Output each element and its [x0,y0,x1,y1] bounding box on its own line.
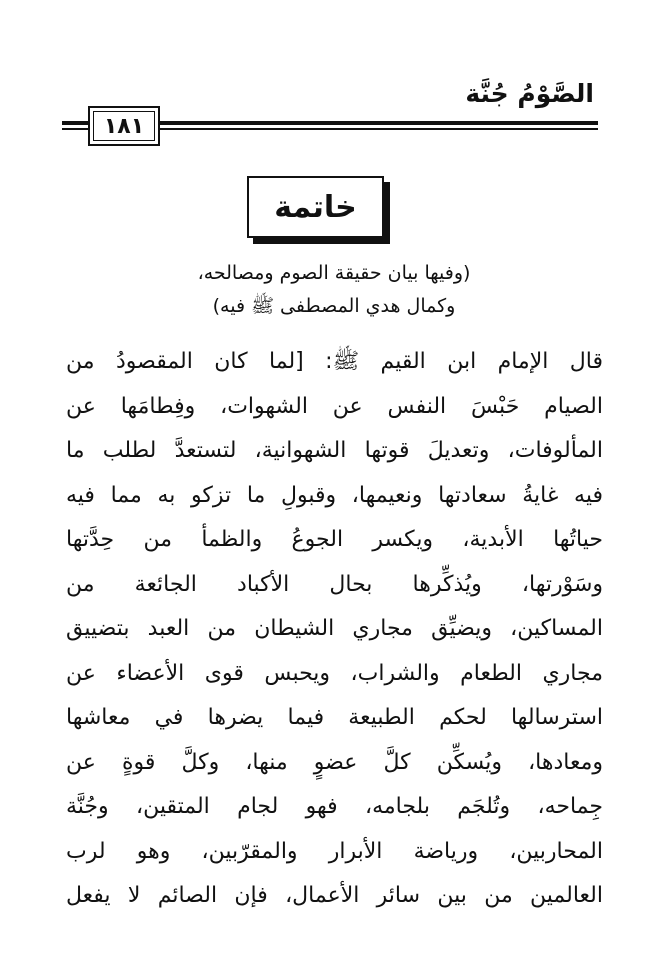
body-line: جِماحه، وتُلجَم بلجامه، فهو لجام المتقين، وجُنَّة [66,794,603,819]
chapter-subtitle-line-1: (وفيها بيان حقيقة الصوم ومصالحه، [197,262,471,284]
body-line: حياتُها الأبدية، ويكسر الجوعُ والظمأ من حِدَّتها [66,527,603,552]
body-line: ومعادها، ويُسكِّن كلَّ عضوٍ منها، وكلَّ قوةٍ عن [66,749,603,775]
body-line: المألوفات، وتعديلَ قوتها الشهوانية، لتستعدَّ لطلب ما [66,438,603,463]
body-line: فيه غايةُ سعادتها ونعيمها، وقبولِ ما تزكو به مما فيه [66,482,603,508]
chapter-title: خاتمة [274,189,357,225]
body-line: الصيام حَبْسَ النفس عن الشهوات، وفِطامَها عن [66,393,603,419]
body-line: قال الإمام ابن القيم ﷺ: [لما كان المقصودُ من [66,349,603,374]
page-number: ١٨١ [103,113,145,139]
chapter-subtitle-line-2: وكمال هدي المصطفى ﷺ فيه) [212,295,456,317]
body-line: المساكين، ويضيِّق مجاري الشيطان من العبد بتضييق [66,616,603,641]
running-title: الصَّوْمُ جُنَّة [465,79,594,108]
body-line: وسَوْرتها، ويُذكِّرها بحال الأكباد الجائعة من [66,571,603,597]
body-line: استرسالها لحكم الطبيعة فيما يضرها في معاشها [66,705,603,730]
body-line: العالمين من بين سائر الأعمال، فإن الصائم لا يفعل [66,883,603,908]
chapter-title-box [247,176,384,238]
page-number-box [88,106,160,146]
body-line: المحاربين، ورياضة الأبرار والمقرّبين، وهو لرب [66,838,603,864]
body-line: مجاري الطعام والشراب، ويحبس قوى الأعضاء عن [66,660,603,686]
body-paragraph [66,340,603,919]
